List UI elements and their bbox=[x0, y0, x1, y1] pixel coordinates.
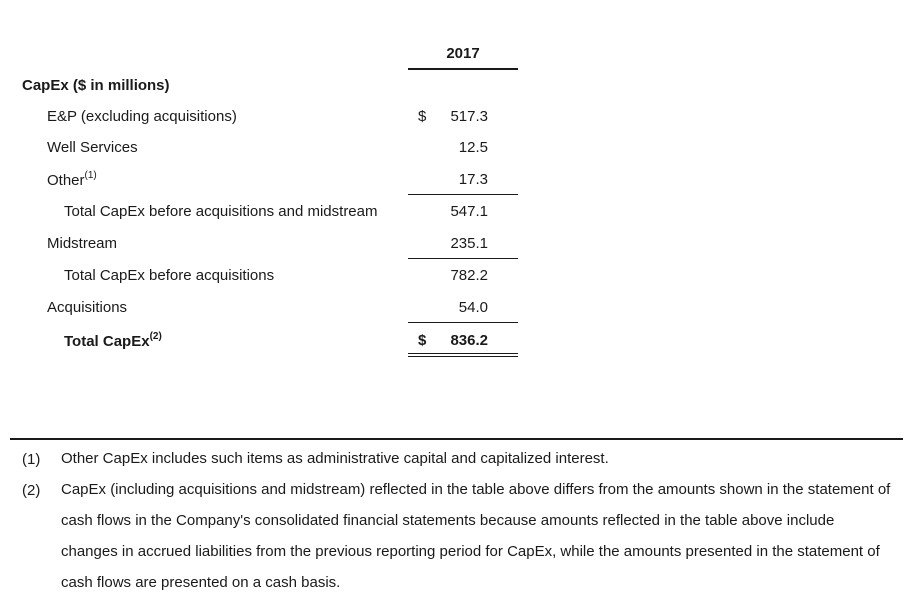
row-label-total-before-acq-midstream: Total CapEx before acquisitions and midstream bbox=[64, 203, 378, 220]
row-value-total-before-acq: 782.2 bbox=[450, 267, 488, 284]
year-column-header: 2017 bbox=[446, 45, 480, 62]
section-title: CapEx ($ in millions) bbox=[22, 77, 170, 94]
row-label-other bbox=[47, 171, 97, 189]
row-value-other: 17.3 bbox=[458, 171, 488, 188]
row-label-other-text: Other bbox=[47, 172, 85, 189]
double-rule-bottom bbox=[408, 356, 518, 357]
footnote-marker: (2) bbox=[22, 482, 41, 499]
row-label-total-before-acq: Total CapEx before acquisitions bbox=[64, 267, 275, 284]
subtotal-rule bbox=[408, 194, 518, 195]
row-value-midstream: 235.1 bbox=[450, 235, 488, 252]
row-label-total-capex-text: Total CapEx bbox=[64, 333, 150, 350]
row-label-total-capex bbox=[64, 332, 162, 350]
row-label-ep: E&P (excluding acquisitions) bbox=[47, 108, 237, 125]
row-value-total-before-acq-midstream: 547.1 bbox=[450, 203, 488, 220]
currency-symbol: $ bbox=[418, 332, 427, 349]
footnote-ref: (1) bbox=[84, 170, 97, 181]
footnote-marker: (1) bbox=[22, 451, 41, 468]
row-label-well-services: Well Services bbox=[47, 139, 138, 156]
row-value-acquisitions: 54.0 bbox=[458, 299, 488, 316]
row-label-midstream: Midstream bbox=[47, 235, 118, 252]
subtotal-rule bbox=[408, 322, 518, 323]
row-value-well-services: 12.5 bbox=[458, 139, 488, 156]
row-label-acquisitions: Acquisitions bbox=[47, 299, 128, 316]
footnote-text: Other CapEx includes such items as administrative capital and capitalized interest. bbox=[61, 450, 609, 467]
header-underline bbox=[408, 68, 518, 70]
footnote-divider bbox=[10, 438, 903, 440]
footnote-text: CapEx (including acquisitions and midstream) reflected in the table above differs from the amounts shown in the statement of cash flows in the Company's consolidated financial statements because amounts reflected in the table above include changes in accrued liabilities from the previous reporting period for CapEx, while the amounts presented in the statement of cash flows are presented on a cash basis. bbox=[61, 481, 891, 591]
row-value-ep: 517.3 bbox=[450, 108, 488, 125]
row-value-total-capex: 836.2 bbox=[450, 332, 488, 349]
subtotal-rule bbox=[408, 258, 518, 259]
currency-symbol: $ bbox=[418, 108, 427, 125]
footnote-ref: (2) bbox=[149, 331, 162, 342]
double-rule-top bbox=[408, 353, 518, 354]
